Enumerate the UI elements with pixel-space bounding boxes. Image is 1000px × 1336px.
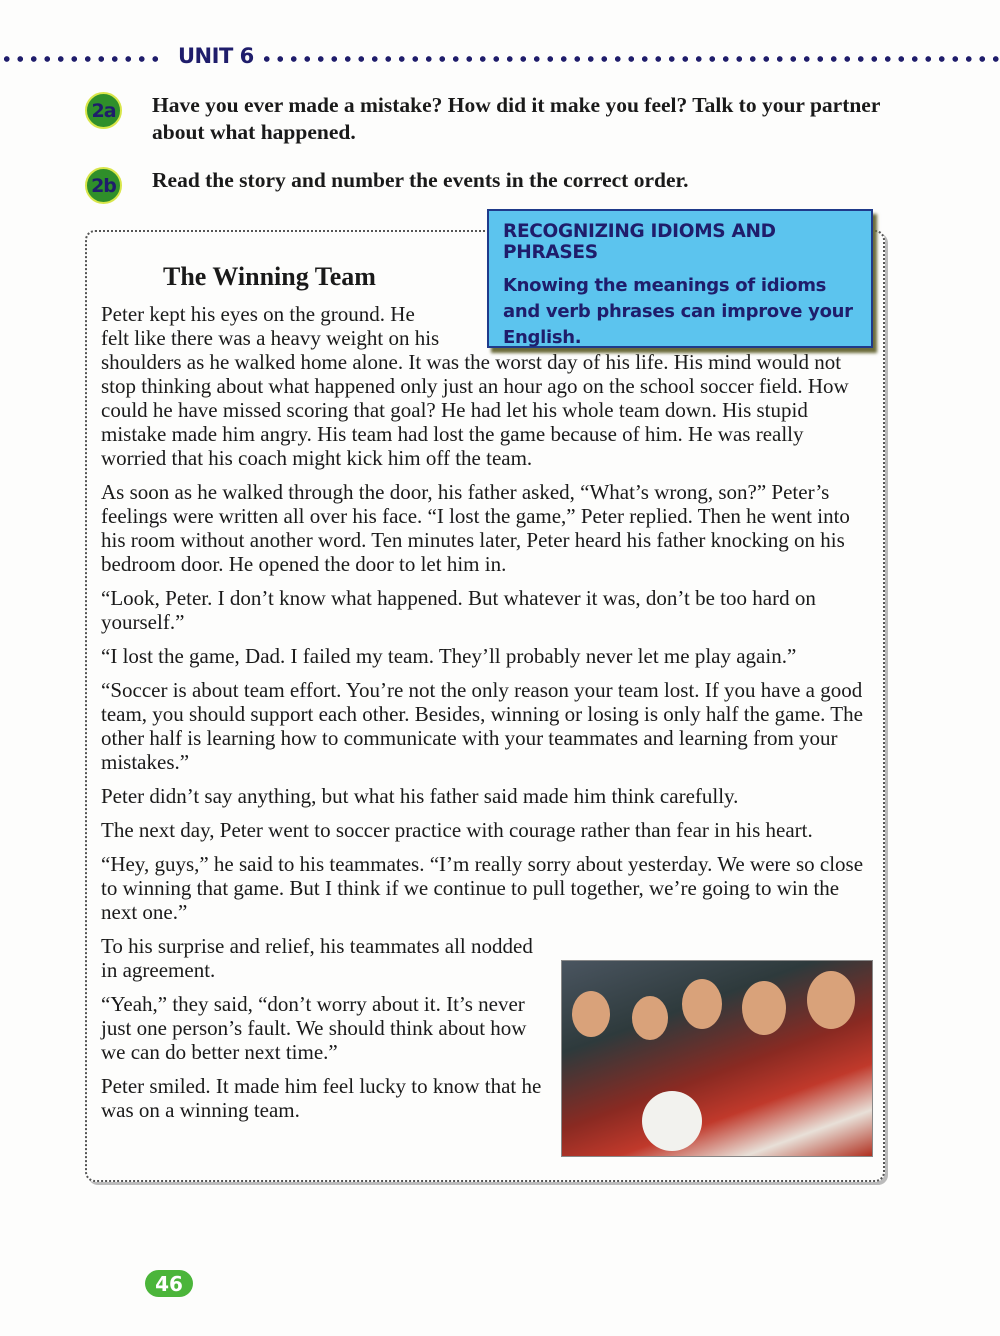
page-number: 46 xyxy=(145,1270,193,1297)
story-paragraph: Peter didn’t say anything, but what his father said made him think carefully. xyxy=(101,784,739,808)
task-2a xyxy=(85,92,892,146)
story-paragraph: “Hey, guys,” he said to his teammates. “I’m really sorry about yesterday. We were so close to winning that game. But I think if we continue to pull together, we’re going to win the next one.” xyxy=(101,852,864,924)
story-paragraph: “Soccer is about team effort. You’re not the only reason your team lost. If you have a good team, you should support each other. Besides, winning or losing is only half the game. The other half is learning how to communicate with your teammates and learning from your mistakes.” xyxy=(101,678,863,774)
story-paragraph: The next day, Peter went to soccer practice with courage rather than fear in his heart. xyxy=(101,818,813,842)
task-instruction: Have you ever made a mistake? How did it make you feel? Talk to your partner about what happened. xyxy=(152,93,881,144)
callout-title: RECOGNIZING IDIOMS AND PHRASES xyxy=(503,221,776,263)
task-badge: 2a xyxy=(85,92,122,129)
dotted-rule-left xyxy=(0,56,165,62)
task-badge: 2b xyxy=(85,167,122,204)
unit-header xyxy=(0,44,1000,74)
task-2b xyxy=(85,167,892,204)
dotted-rule-right xyxy=(260,56,1000,62)
story-paragraph: As soon as he walked through the door, his father asked, “What’s wrong, son?” Peter’s feelings were written all over his face. “I lost the game,” Peter replied. Then he went into his room without another word. Ten minutes later, Peter heard his father knocking on his bedroom door. He opened the door to let him in. xyxy=(101,480,850,576)
callout-body: Knowing the meanings of idioms and verb phrases can improve your English. xyxy=(503,275,853,348)
story-paragraph: “Look, Peter. I don’t know what happened. But whatever it was, don’t be too hard on yourself.” xyxy=(101,586,816,634)
story-paragraph: To his surprise and relief, his teammates all nodded in agreement. xyxy=(101,934,533,982)
tip-callout xyxy=(487,209,873,348)
story-paragraph: “Yeah,” they said, “don’t worry about it. It’s never just one person’s fault. We should think about how we can do better next time.” xyxy=(101,992,527,1064)
story-paragraph: Peter smiled. It made him feel lucky to know that he was on a winning team. xyxy=(101,1074,542,1122)
soccer-team-photo xyxy=(561,960,873,1157)
story-title: The Winning Team xyxy=(163,262,376,291)
task-instruction: Read the story and number the events in the correct order. xyxy=(152,168,689,192)
story-paragraph: Peter kept his eyes on the ground. He felt like there was a heavy weight on his shoulders as he walked home alone. It was the worst day of his life. His mind would not stop thinking about what happened only just an hour ago on the school soccer field. How could he have missed scoring that goal? He had let his whole team down. His stupid mistake made him angry. His team had lost the game because of him. He was really worried that his coach might kick him off the team. xyxy=(101,302,849,470)
unit-label: UNIT 6 xyxy=(178,44,254,68)
story-paragraph: “I lost the game, Dad. I failed my team. They’ll probably never let me play again.” xyxy=(101,644,797,668)
